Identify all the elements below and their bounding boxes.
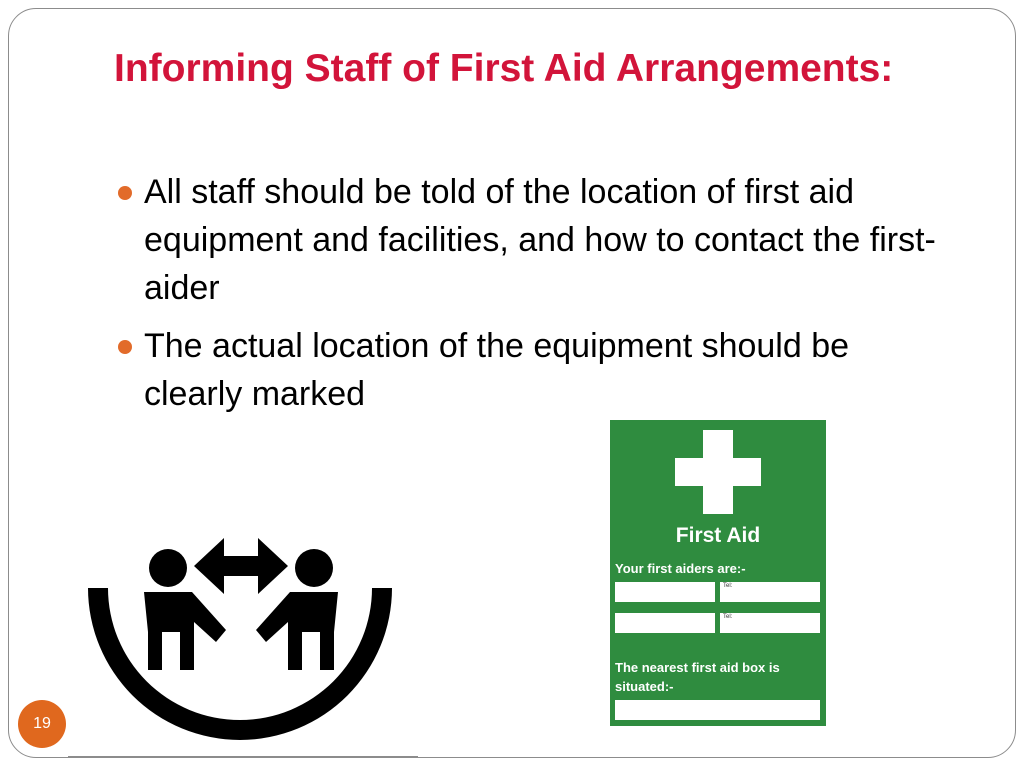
right-person-head <box>295 549 333 587</box>
arc-shape <box>88 588 392 740</box>
tel-label: Tel: <box>723 583 733 589</box>
tel-label: Tel: <box>723 614 733 620</box>
first-aider-name-field <box>615 582 715 602</box>
bullet-dot-icon <box>118 186 132 200</box>
bullet-item <box>116 168 936 312</box>
sign-subtitle: Your first aiders are:- <box>615 561 746 576</box>
bullet-list <box>116 168 936 428</box>
sign-box-text: The nearest first aid box is situated:- <box>615 660 780 694</box>
left-person-head <box>149 549 187 587</box>
page-number-badge: 19 <box>18 700 66 748</box>
first-aid-sign <box>610 420 826 726</box>
footer-divider <box>68 756 418 757</box>
slide-title: Informing Staff of First Aid Arrangements: <box>114 47 894 90</box>
sign-title: First Aid <box>675 524 761 547</box>
bullet-item <box>116 322 936 418</box>
communication-people-icon <box>84 530 396 760</box>
bullet-text: The actual location of the equipment should be clearly marked <box>144 327 850 413</box>
first-aider-tel-field <box>720 582 820 602</box>
double-arrow-icon <box>194 538 288 594</box>
first-aider-name-field <box>615 613 715 633</box>
first-aider-tel-field <box>720 613 820 633</box>
bullet-text: All staff should be told of the location of first aid equipment and facilities, and how to contact the first-aider <box>144 173 936 307</box>
first-aid-cross-icon <box>675 430 761 514</box>
box-location-field <box>615 700 820 720</box>
right-person-body <box>256 592 338 670</box>
left-person-body <box>144 592 226 670</box>
bullet-dot-icon <box>118 340 132 354</box>
